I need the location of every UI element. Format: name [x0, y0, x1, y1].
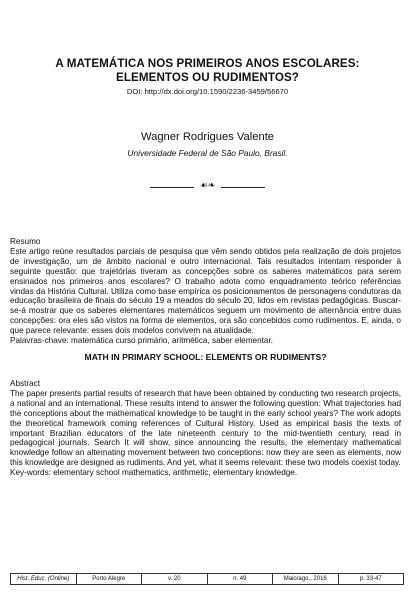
title-line-1: A MATEMÁTICA NOS PRIMEIROS ANOS ESCOLARES:: [55, 57, 360, 70]
citation-footer: [10, 573, 404, 585]
abstract-section: [10, 379, 401, 478]
footer-date: Maio/ago., 2016: [273, 574, 339, 584]
fleuron-ornament-icon: ☙❧: [199, 181, 216, 191]
author-name: Wagner Rodrigues Valente: [140, 131, 275, 143]
footer-number: n. 49: [208, 574, 274, 584]
resumo-heading: Resumo: [10, 237, 41, 246]
resumo-body: Este artigo reúne resultados parciais de pesquisa que vêm sendo obtidos pela realização de dois projetos de investigação, um de âmbito nacional e outro internacional. Tais resultados intentam responder à seguinte questão: que trajetórias tiveram as concepções sobre os saberes matemáticos para serem ensinados nos primeiros anos escolares? O trabalho adota como enquadramento teórico referências vindas da História Cultural. Utiliza como base empírica os posicionamentos de personagens condutoras da educação brasileira de finais do século 19 a meados do século 20, lidos em revistas pedagógicas. Buscar-se-á mostrar que os saberes elementares matemáticos seguem um movimento de alternância entre duas concepções: ora eles são vistos na forma de elementos, ora são concebidos como rudimentos. E, ainda, o que parece relevante: esses dois modelos convivem na atualidade.: [10, 246, 401, 336]
separator-line-right: [221, 187, 265, 188]
footer-city: Porto Alegre: [77, 574, 143, 584]
footer-volume: v. 20: [142, 574, 208, 584]
footer-journal: Hist. Educ. (Online): [11, 574, 77, 584]
footer-pages: p. 33-47: [359, 576, 382, 582]
section-separator: [150, 182, 265, 194]
palavras-chave: Palavras-chave: matemática curso primário, aritmética, saber elementar.: [10, 336, 274, 346]
abstract-body: The paper presents partial results of research that have been obtained by conducting two research projects, a national and an international. These results intend to answer the following question: What trajectories had the conceptions about the mathematical knowledge to be taught in the early school years? The work adopts the theoretical framework coming references of Cultural History. Used as empirical basis the texts of important Brazilian educators of the late nineteenth century to the mid-twentieth century, read in pedagogical journals. Search It will show, since announcing the results, the elementary mathematical knowledge follow an alternating movement between two conceptions: now they are seen as elements, now this knowledge are designed as rudiments. And yet, what it seems relevant: these two models coexist today.: [10, 388, 401, 468]
author-affiliation: Universidade Federal de São Paulo, Brasil.: [127, 148, 288, 158]
separator-line-left: [150, 187, 194, 188]
abstract-heading: Abstract: [10, 379, 41, 388]
english-title: MATH IN PRIMARY SCHOOL: ELEMENTS OR RUDIMENTS?: [84, 352, 327, 362]
article-title: [20, 57, 395, 85]
title-line-2: ELEMENTOS OU RUDIMENTOS?: [116, 71, 299, 84]
keywords: Key-words: elementary school mathematics, arithmetic, elementary knowledge.: [10, 468, 298, 478]
doi-link[interactable]: DOI: http://dx.doi.org/10.1590/2236-3459/56670: [126, 87, 289, 96]
resumo-section: [10, 237, 401, 346]
